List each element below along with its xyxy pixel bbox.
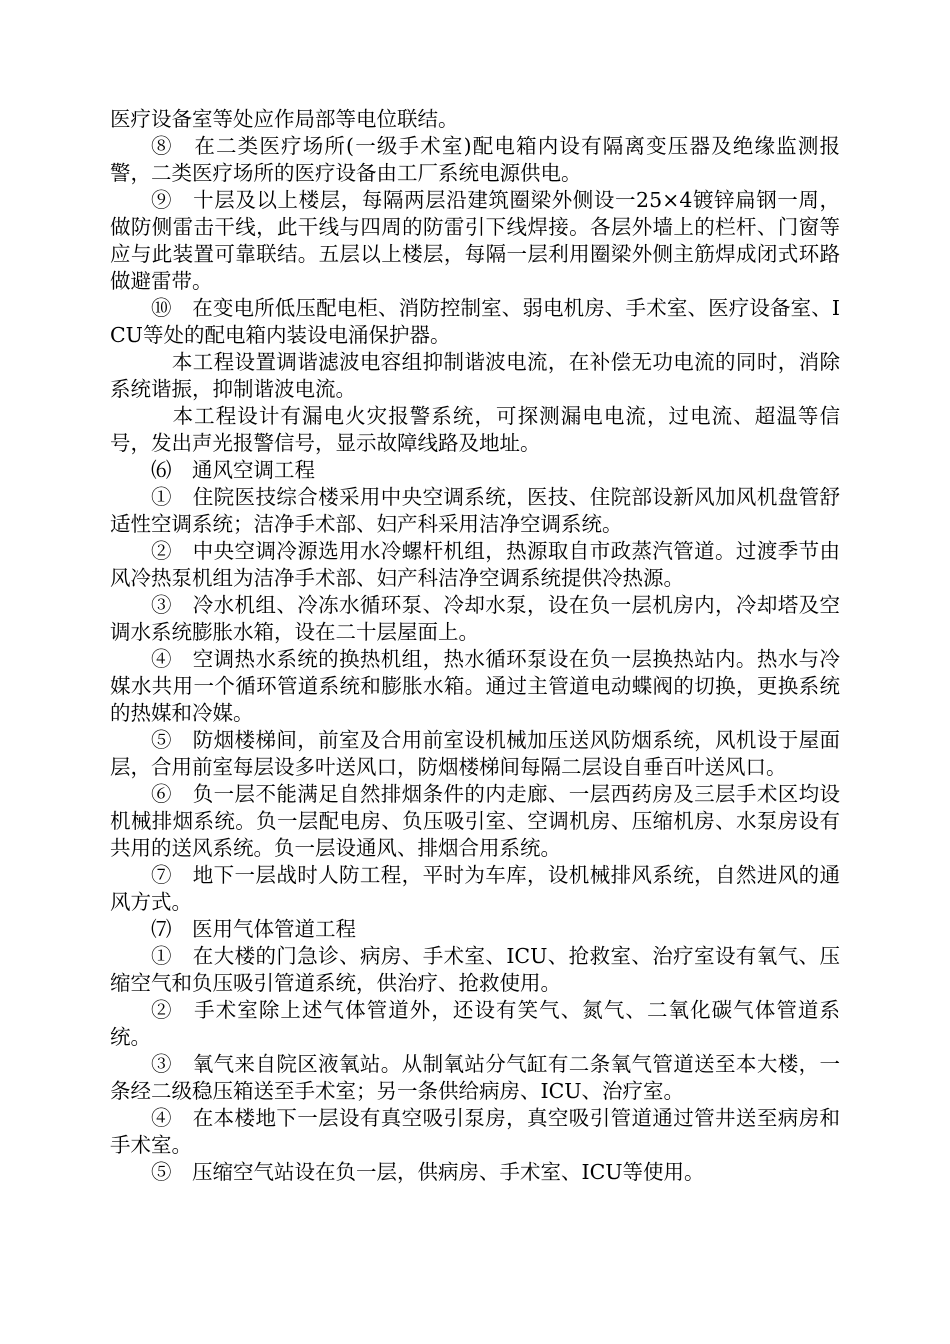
section-heading-medical-gas: ⑺ 医用气体管道工程 — [151, 917, 356, 941]
paragraph-hvac-1: ① 住院医技综合楼采用中央空调系统，医技、住院部设新风加风机盘管舒适性空调系统；洁净手术部、妇产科采用洁净空调系统。 — [110, 485, 840, 536]
paragraph-harmonic-filter: 本工程设置调谐滤波电容组抑制谐波电流，在补偿无功电流的同时，消除系统谐振，抑制谐波电流。 — [110, 350, 840, 401]
paragraph-hvac-4: ④ 空调热水系统的换热机组，热水循环泵设在负一层换热站内。热水与冷媒水共用一个循环管道系统和膨胀水箱。通过主管道电动蝶阀的切换，更换系统的热媒和冷媒。 — [110, 647, 840, 725]
paragraph-hvac-7: ⑦ 地下一层战时人防工程，平时为车库，设机械排风系统，自然进风的通风方式。 — [110, 863, 840, 914]
paragraph-surge-protector: ⑩ 在变电所低压配电柜、消防控制室、弱电机房、手术室、医疗设备室、ICU等处的配电箱内装设电涌保护器。 — [110, 296, 840, 347]
document-page — [110, 106, 840, 1186]
paragraph-leakage-alarm: 本工程设计有漏电火灾报警系统，可探测漏电电流，过电流、超温等信号，发出声光报警信号，显示故障线路及地址。 — [110, 404, 840, 455]
paragraph-hvac-6: ⑥ 负一层不能满足自然排烟条件的内走廊、一层西药房及三层手术区均设机械排烟系统。负一层配电房、负压吸引室、空调机房、压缩机房、水泵房设有共用的送风系统。负一层设通风、排烟合用系统。 — [110, 782, 840, 860]
paragraph-gas-2: ② 手术室除上述气体管道外，还设有笑气、氮气、二氧化碳气体管道系统。 — [110, 998, 840, 1049]
paragraph-gas-3: ③ 氧气来自院区液氧站。从制氧站分气缸有二条氧气管道送至本大楼，一条经二级稳压箱送至手术室；另一条供给病房、ICU、治疗室。 — [110, 1052, 840, 1103]
paragraph-gas-1: ① 在大楼的门急诊、病房、手术室、ICU、抢救室、治疗室设有氧气、压缩空气和负压吸引管道系统，供治疗、抢救使用。 — [110, 944, 840, 995]
section-heading-hvac: ⑹ 通风空调工程 — [151, 458, 315, 482]
paragraph-hvac-3: ③ 冷水机组、冷冻水循环泵、冷却水泵，设在负一层机房内，冷却塔及空调水系统膨胀水箱，设在二十层屋面上。 — [110, 593, 840, 644]
paragraph-lightning-protection: ⑨ 十层及以上楼层，每隔两层沿建筑圈梁外侧设一25×4镀锌扁钢一周，做防侧雷击干线，此干线与四周的防雷引下线焊接。各层外墙上的栏杆、门窗等应与此装置可靠联结。五层以上楼层，每隔一层利用圈梁外侧主筋焊成闭式环路做避雷带。 — [110, 188, 840, 293]
paragraph-gas-4: ④ 在本楼地下一层设有真空吸引泵房，真空吸引管道通过管井送至病房和手术室。 — [110, 1106, 840, 1157]
paragraph-gas-5: ⑤ 压缩空气站设在负一层，供病房、手术室、ICU等使用。 — [151, 1160, 705, 1184]
paragraph-equipotential-bonding: 医疗设备室等处应作局部等电位联结。 — [110, 107, 459, 131]
paragraph-hvac-5: ⑤ 防烟楼梯间，前室及合用前室设机械加压送风防烟系统，风机设于屋面层，合用前室每层设多叶送风口，防烟楼梯间每隔二层设自垂百叶送风口。 — [110, 728, 840, 779]
paragraph-isolation-transformer: ⑧ 在二类医疗场所(一级手术室)配电箱内设有隔离变压器及绝缘监测报警，二类医疗场所的医疗设备由工厂系统电源供电。 — [110, 134, 840, 185]
paragraph-hvac-2: ② 中央空调冷源选用水冷螺杆机组，热源取自市政蒸汽管道。过渡季节由风冷热泵机组为洁净手术部、妇产科洁净空调系统提供冷热源。 — [110, 539, 840, 590]
